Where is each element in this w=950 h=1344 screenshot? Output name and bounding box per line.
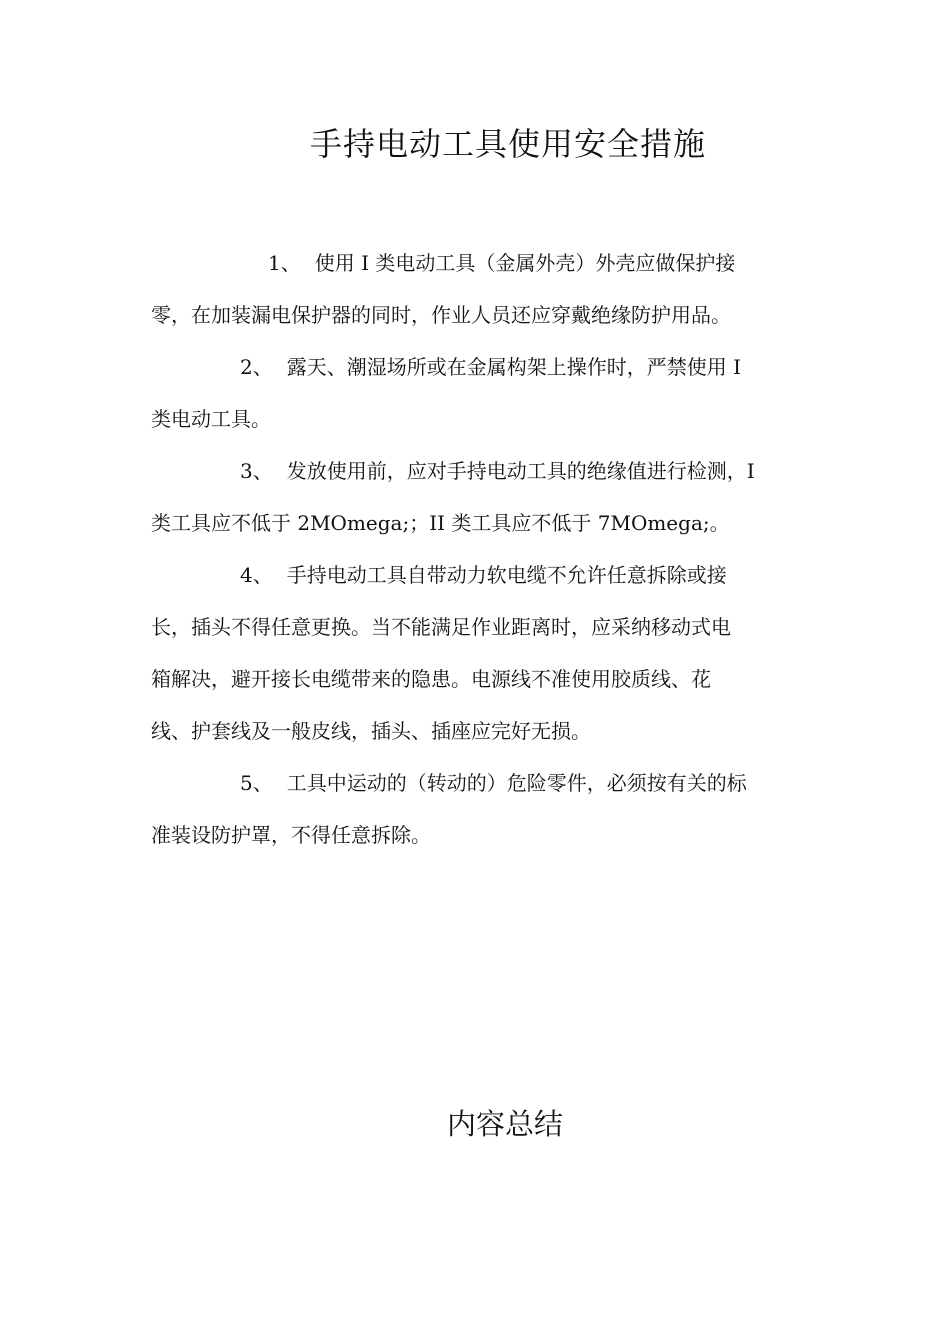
list-item-1-line-2: 零，在加装漏电保护器的同时，作业人员还应穿戴绝缘防护用品。 [151,303,731,327]
list-item-2-line-1 [240,341,741,393]
list-item-text: 使用 I 类电动工具（金属外壳）外壳应做保护接 [314,251,736,275]
list-item-1-line-1 [268,237,735,289]
list-item-2-line-2: 类电动工具。 [151,407,271,431]
list-item-5-line-2: 准装设防护罩，不得任意拆除。 [151,823,431,847]
page-title: 手持电动工具使用安全措施 [309,125,706,163]
list-item-number: 3、 [240,459,273,483]
list-item-4-line-2: 长，插头不得任意更换。当不能满足作业距离时，应采纳移动式电 [151,615,731,639]
list-item-5-line-1 [240,757,747,809]
list-item-number: 1、 [268,251,301,275]
list-item-number: 4、 [240,563,273,587]
list-item-4-line-4: 线、护套线及一般皮线，插头、插座应完好无损。 [151,719,591,743]
list-item-text: 发放使用前，应对手持电动工具的绝缘值进行检测，I [286,459,755,483]
list-item-text: 露天、潮湿场所或在金属构架上操作时，严禁使用 I [286,355,741,379]
list-item-3-line-2: 类工具应不低于 2MOmega;；II 类工具应不低于 7MOmega;。 [151,511,730,535]
list-item-number: 5、 [240,771,273,795]
list-item-text: 手持电动工具自带动力软电缆不允许任意拆除或接 [286,563,727,587]
list-item-4-line-1 [240,549,727,601]
list-item-number: 2、 [240,355,273,379]
list-item-text: 工具中运动的（转动的）危险零件，必须按有关的标 [286,771,747,795]
list-item-3-line-1 [240,445,755,497]
summary-heading: 内容总结 [446,1107,563,1141]
list-item-4-line-3: 箱解决，避开接长电缆带来的隐患。电源线不准使用胶质线、花 [151,667,711,691]
